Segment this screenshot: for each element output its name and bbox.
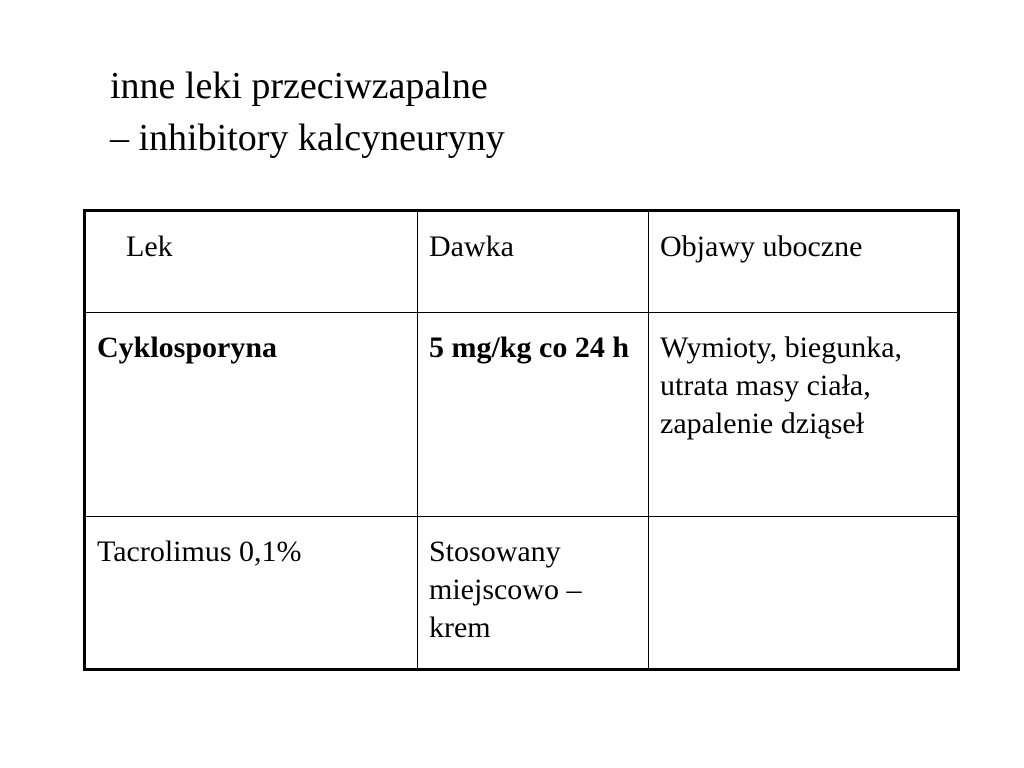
slide-title-line-2: – inhibitory kalcyneuryny bbox=[110, 117, 505, 159]
table-row bbox=[85, 517, 959, 670]
slide-title bbox=[110, 60, 505, 164]
cell-dose: 5 mg/kg co 24 h bbox=[418, 313, 649, 517]
cell-side-effects: Wymioty, biegunka, utrata masy ciała, zapalenie dziąseł bbox=[649, 313, 959, 517]
cell-side-effects bbox=[649, 517, 959, 670]
table-row bbox=[85, 313, 959, 517]
header-dose: Dawka bbox=[418, 211, 649, 313]
header-drug: Lek bbox=[85, 211, 418, 313]
cell-dose: Stosowany miejscowo – krem bbox=[418, 517, 649, 670]
drug-table bbox=[83, 209, 960, 671]
table-header-row bbox=[85, 211, 959, 313]
cell-drug: Tacrolimus 0,1% bbox=[85, 517, 418, 670]
header-side-effects: Objawy uboczne bbox=[649, 211, 959, 313]
slide-title-line-1: inne leki przeciwzapalne bbox=[110, 65, 488, 107]
cell-drug: Cyklosporyna bbox=[85, 313, 418, 517]
